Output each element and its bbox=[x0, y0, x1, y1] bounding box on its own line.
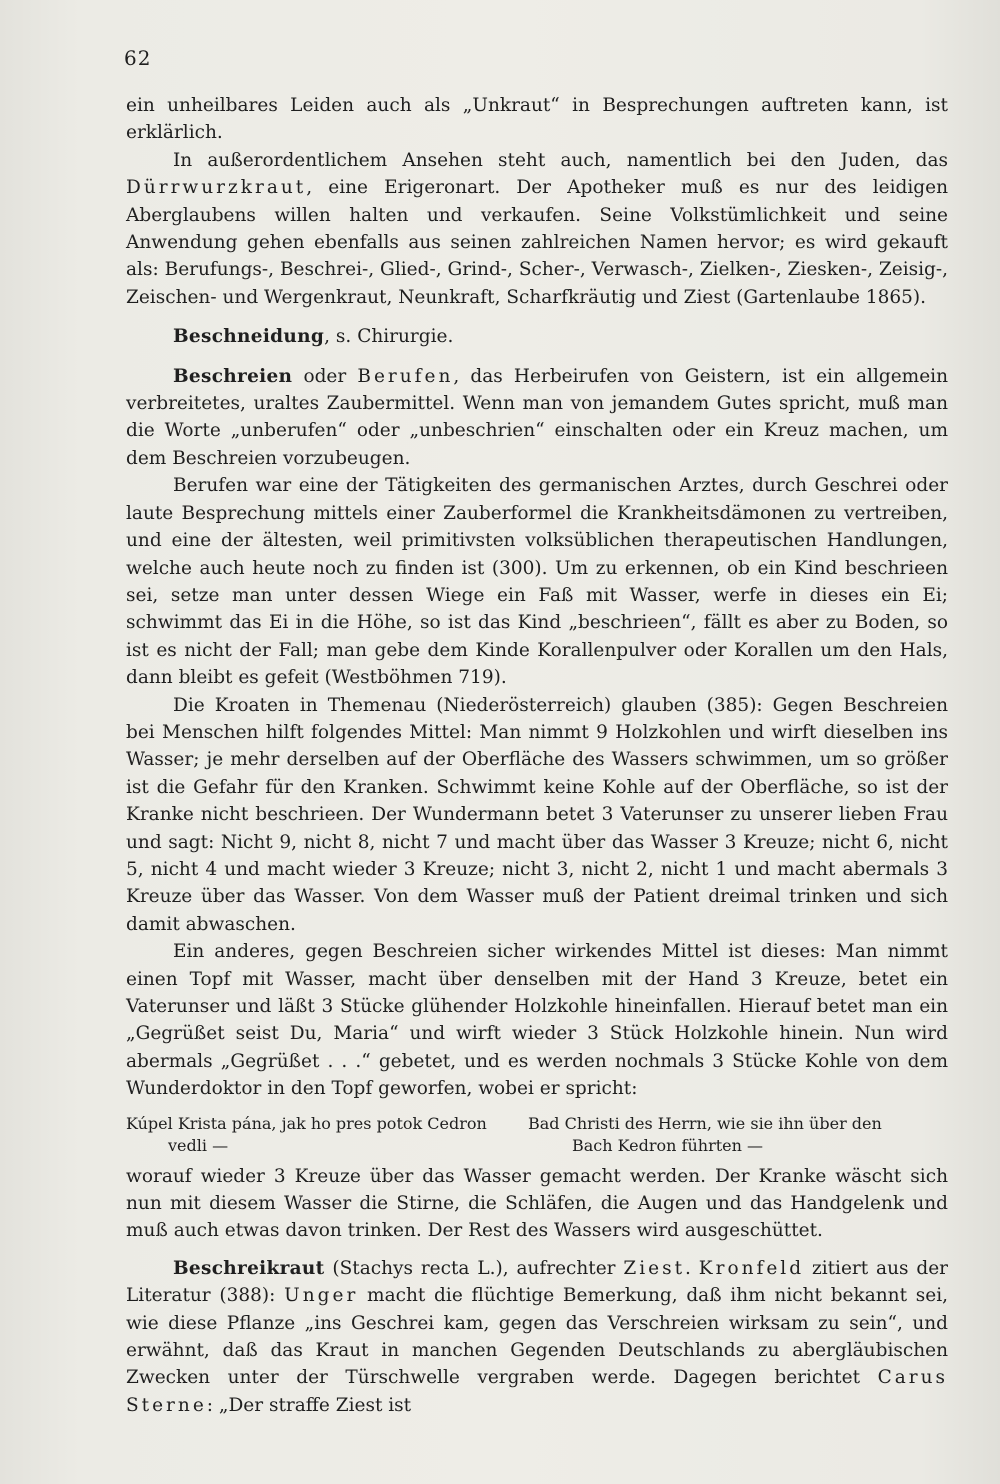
verse-line: Bach Kedron führten — bbox=[572, 1135, 764, 1155]
spaced-term: Kronfeld bbox=[698, 1257, 805, 1279]
page-number: 62 bbox=[124, 46, 152, 70]
spaced-term: Berufen bbox=[357, 365, 454, 387]
text-run: , eine Erigeronart. Der Apotheker muß es nur des leidigen Aberglaubens willen halten und verkaufen. Seine Volkstümlichkeit und seine Anwendung gehen ebenfalls aus seinen zahlreichen Namen hervor; es wird gekauft als: Berufungs-, Beschrei-, Glied-, Grind-, Scher-, Verwasch-, Zielken-, Ziesken-, Zeisig-, Zeischen- und Wergenkraut, Neunkraft, Scharfkräutig und Ziest (Gartenlaube 1865). bbox=[126, 177, 948, 308]
text-run: , s. Chirurgie. bbox=[324, 326, 454, 348]
spaced-term: Carus Sterne bbox=[126, 1367, 948, 1416]
spaced-term: Dürrwurzkraut bbox=[126, 177, 307, 199]
headword: Beschneidung bbox=[173, 326, 325, 348]
verse-original bbox=[126, 1113, 526, 1157]
entry-beschreikraut bbox=[126, 1255, 948, 1419]
verse-line: Kúpel Krista pána, jak ho pres potok Cedron bbox=[126, 1113, 487, 1133]
paragraph-kroaten: Die Kroaten in Themenau (Niederösterreich) glauben (385): Gegen Beschreien bei Menschen hilft folgendes Mittel: Man nimmt 9 Holzkohlen und wirft dieselben ins Wasser; je mehr derselben auf der Oberfläche des Wassers schwimmen, um so größer ist die Gefahr für den Kranken. Schwimmt keine Kohle auf der Oberfläche, so ist der Kranke nicht beschrieen. Der Wundermann betet 3 Vaterunser zu unserer lieben Frau und sagt: Nicht 9, nicht 8, nicht 7 und macht über das Wasser 3 Kreuze; nicht 6, nicht 5, nicht 4 und macht wieder 3 Kreuze; nicht 3, nicht 2, nicht 1 und macht abermals 3 Kreuze über das Wasser. Von dem Wasser muß der Patient dreimal trinken und sich damit abwaschen. bbox=[126, 694, 948, 935]
verse-translation bbox=[528, 1113, 948, 1157]
paragraph-continuation: ein unheilbares Leiden auch als „Unkraut“ in Besprechungen auftreten kann, ist erklärlich. bbox=[126, 95, 948, 144]
text-run: oder bbox=[292, 365, 358, 387]
text-run: . bbox=[685, 1257, 699, 1279]
text-run: : „Der straffe Ziest ist bbox=[206, 1394, 412, 1416]
text-run: zitiert aus der Literatur (388): bbox=[126, 1257, 948, 1307]
paragraph-berufen: Berufen war eine der Tätigkeiten des germanischen Arztes, durch Geschrei oder laute Besprechung mittels einer Zauberformel die Krankheitsdämonen zu vertreiben, und eine der ältesten, weil primitivsten volksüblichen therapeutischen Handlungen, welche auch heute noch zu finden ist (300). Um zu erkennen, ob ein Kind beschrieen sei, setze man unter dessen Wiege ein Faß mit Wasser, werfe in dieses ein Ei; schwimmt das Ei in die Höhe, so ist das Kind „beschrieen“, fällt es aber zu Boden, so ist es nicht der Fall; man gebe dem Kinde Korallenpulver oder Korallen um den Hals, dann bleibt es gefeit (Westböhmen 719). bbox=[126, 475, 948, 689]
paragraph-worauf: worauf wieder 3 Kreuze über das Wasser gemacht werden. Der Kranke wäscht sich nun mit diesem Wasser die Stirne, die Schläfen, die Augen und das Handgelenk und muß auch etwas davon trinken. Der Rest des Wassers wird ausgeschüttet. bbox=[126, 1165, 948, 1242]
paragraph-duerrwurzkraut bbox=[126, 147, 948, 311]
text-run: (Stachys recta L.), aufrechter bbox=[324, 1257, 624, 1279]
headword: Beschreien bbox=[173, 365, 293, 387]
spaced-term: Ziest bbox=[623, 1257, 686, 1279]
verse-line: Bad Christi des Herrn, wie sie ihn über den bbox=[528, 1113, 882, 1133]
paragraph-mittel: Ein anderes, gegen Beschreien sicher wirkendes Mittel ist dieses: Man nimmt einen Topf mit Wasser, macht über denselben mit der Hand 3 Kreuze, betet ein Vaterunser und läßt 3 Stücke glühender Holzkohle hineinfallen. Hierauf betet man ein „Gegrüßet seist Du, Maria“ und wirft wieder 3 Stück Holzkohle hinein. Nun wird abermals „Gegrüßet . . .“ gebetet, und es werden nochmals 3 Stücke Kohle von dem Wunderdoktor in den Topf geworfen, wobei er spricht: bbox=[126, 941, 948, 1100]
verse-line: vedli — bbox=[168, 1135, 229, 1155]
entry-beschreien bbox=[126, 363, 948, 473]
verse-block bbox=[126, 1113, 948, 1157]
spaced-term: Unger bbox=[284, 1285, 359, 1307]
text-run: , das Herbeirufen von Geistern, ist ein allgemein verbreitetes, uraltes Zaubermittel. Wenn man von jemandem Gutes spricht, muß man die Worte „unberufen“ oder „unbeschrien“ einschalten oder ein Kreuz machen, um dem Beschreien vorzubeugen. bbox=[126, 365, 948, 469]
entry-beschneidung bbox=[126, 323, 948, 350]
text-run: macht die flüchtige Bemerkung, daß ihm nicht bekannt sei, wie diese Pflanze „ins Geschrei kam, gegen das Verschreien wirksam zu sein“, und erwähnt, daß das Kraut in manchen Gegenden Deutschlands zu abergläubischen Zwecken unter der Türschwelle vergraben werde. Dagegen berichtet bbox=[126, 1285, 948, 1389]
page-body bbox=[126, 92, 948, 1419]
headword: Beschreikraut bbox=[173, 1257, 325, 1279]
text-run: In außerordentlichem Ansehen steht auch, namentlich bei den Juden, das bbox=[173, 149, 948, 171]
